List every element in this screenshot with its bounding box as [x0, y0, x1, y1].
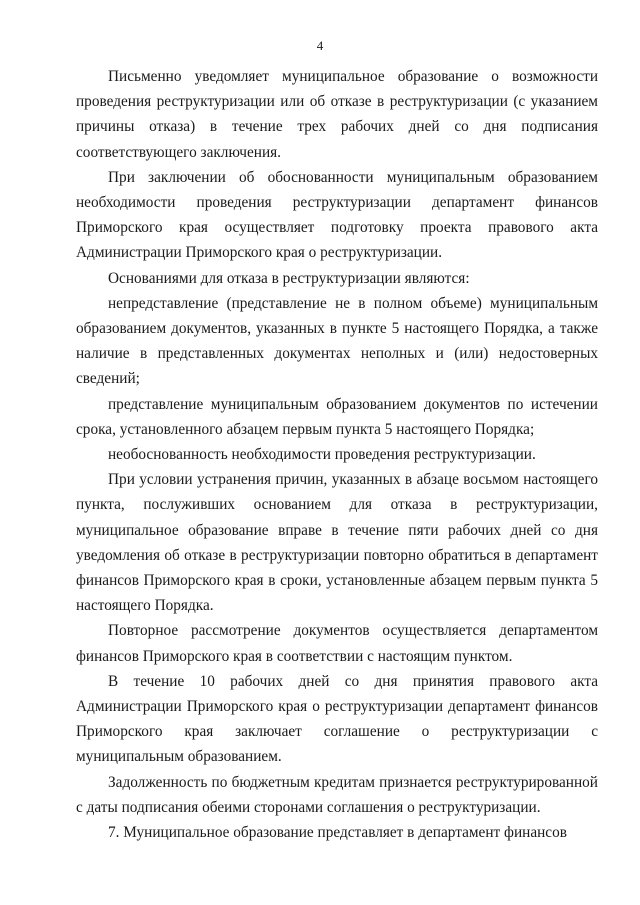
paragraph-refusal-ground-documents: непредставление (представление не в полном объеме) муниципальным образованием документов, указанных в пункте 5 настоящего Порядка, а также наличие в представленных документах неполных и (или) недостоверных сведений; [76, 294, 598, 388]
page-number: 4 [316, 38, 324, 53]
paragraph-notification: Письменно уведомляет муниципальное образование о возможности проведения реструктуризации или об отказе в реструктуризации (с указанием причины отказа) в течение трех рабочих дней со дня подписания соответствующего заключения. [76, 68, 598, 161]
paragraph-debt-restructured: Задолженность по бюджетным кредитам признается реструктурированной с даты подписания обеими сторонами соглашения о реструктуризации. [76, 773, 598, 816]
paragraph-agreement: В течение 10 рабочих дней со дня принятия правового акта Администрации Приморского края о реструктуризации департамент финансов Приморского края заключает соглашение о реструктуризации с муниципальным образованием. [76, 672, 598, 766]
paragraph-reconsideration: Повторное рассмотрение документов осуществляется департаментом финансов Приморского края в соответствии с настоящим пунктом. [76, 622, 598, 665]
document-body [76, 64, 598, 845]
paragraph-item-7: 7. Муниципальное образование представляет в департамент финансов [108, 824, 567, 842]
paragraph-refusal-ground-unjustified: необоснованность необходимости проведения реструктуризации. [108, 446, 536, 464]
paragraph-refusal-grounds-heading: Основаниями для отказа в реструктуризации являются: [108, 269, 470, 287]
paragraph-justification: При заключении об обоснованности муниципальным образованием необходимости проведения реструктуризации департамент финансов Приморского края осуществляет подготовку проекта правового акта Администрации Приморского края о реструктуризации. [76, 168, 598, 262]
paragraph-refusal-ground-deadline: представление муниципальным образованием документов по истечении срока, установленного абзацем первым пункта 5 настоящего Порядка; [76, 395, 598, 438]
paragraph-resubmission: При условии устранения причин, указанных в абзаце восьмом настоящего пункта, послуживших основанием для отказа в реструктуризации, муниципальное образование вправе в течение пяти рабочих дней со дня уведомления об отказе в реструктуризации повторно обратиться в департамент финансов Приморского края в сроки, установленные абзацем первым пункта 5 настоящего Порядка. [76, 471, 598, 615]
